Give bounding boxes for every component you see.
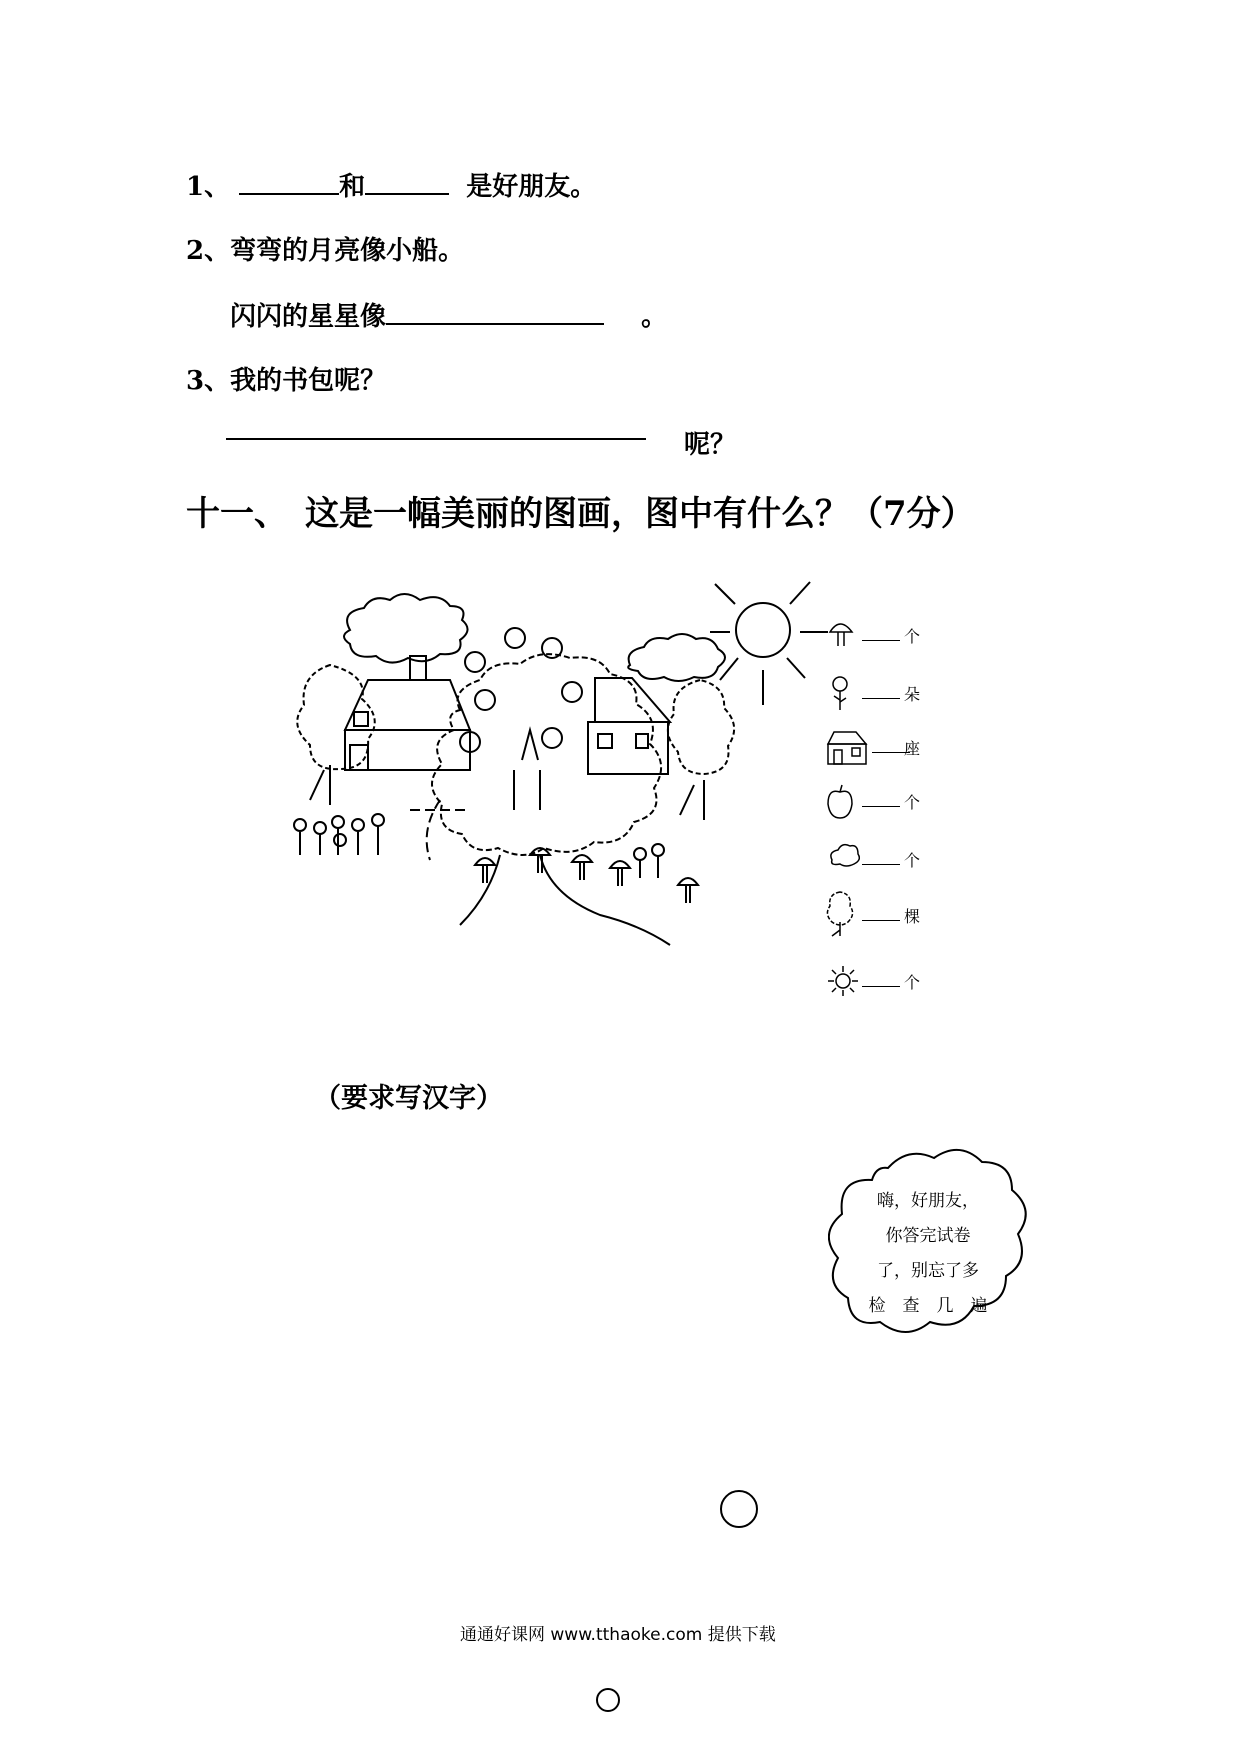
legend-unit: 个 <box>904 851 921 870</box>
bubble-line-1: 嗨，好朋友， <box>877 1191 979 1211</box>
house-icon <box>588 678 670 774</box>
legend-row-cloud <box>826 840 936 880</box>
legend-row-sun <box>826 962 936 1002</box>
legend-blank[interactable] <box>862 698 900 699</box>
apple-icon <box>460 628 582 752</box>
house-icon <box>345 656 470 770</box>
legend-blank[interactable] <box>862 640 900 641</box>
house-icon <box>826 728 870 768</box>
bubble-line-3: 了，别忘了多 <box>877 1261 979 1281</box>
legend-blank[interactable] <box>862 864 900 865</box>
question-3-ending: 呢？ <box>684 430 737 460</box>
sun-icon <box>710 582 828 705</box>
apple-icon <box>826 782 856 822</box>
tree-icon <box>668 680 734 774</box>
legend-unit: 座 <box>904 739 921 758</box>
legend-blank[interactable] <box>862 920 900 921</box>
legend-unit: 棵 <box>904 907 921 926</box>
legend-unit: 朵 <box>904 685 921 704</box>
sun-icon <box>826 962 860 1000</box>
legend-row-mushroom <box>826 616 936 656</box>
cloud-icon <box>344 594 468 663</box>
question-2-line-2 <box>230 296 667 333</box>
question-1-conjunction: 和 <box>339 172 366 202</box>
flower-icon <box>826 674 856 714</box>
question-1 <box>186 166 596 203</box>
legend-unit: 个 <box>904 793 921 812</box>
answer-blank-2[interactable] <box>386 299 604 325</box>
tree-icon <box>826 890 856 938</box>
cloud-icon <box>826 840 860 874</box>
question-3-line-1: 3、我的书包呢？ <box>186 366 387 396</box>
tree-icon <box>432 654 661 855</box>
legend-row-house <box>826 728 936 768</box>
decorative-circle <box>596 1688 620 1712</box>
legend-unit: 个 <box>904 627 921 646</box>
answer-blank-1b[interactable] <box>365 169 449 195</box>
legend-row-flower <box>826 674 936 714</box>
legend-row-tree <box>826 890 936 930</box>
question-1-ending: 是好朋友。 <box>466 172 597 202</box>
question-2-period: 。 <box>641 302 668 332</box>
mushroom-icon <box>475 848 698 903</box>
bubble-line-4: 检 查 几 遍 <box>868 1296 988 1316</box>
decorative-circle <box>720 1490 758 1528</box>
legend-unit: 个 <box>904 973 921 992</box>
tree-icon <box>297 665 374 769</box>
footer-text: 通通好课网 www.tthaoke.com 提供下载 <box>460 1625 776 1645</box>
section-11-title: 十一、 这是一幅美丽的图画，图中有什么？（7分） <box>186 494 975 534</box>
answer-blank-3[interactable] <box>226 416 646 440</box>
bubble-text <box>848 1184 1008 1324</box>
question-2-line-1: 2、弯弯的月亮像小船。 <box>186 236 465 266</box>
legend-blank[interactable] <box>862 986 900 987</box>
cloud-icon <box>628 634 725 681</box>
legend-row-apple <box>826 782 936 822</box>
section-11-note: （要求写汉字） <box>314 1083 503 1114</box>
legend-blank[interactable] <box>862 806 900 807</box>
question-1-number: 1、 <box>186 172 231 202</box>
scene-drawing <box>290 570 830 1020</box>
mushroom-icon <box>826 616 856 650</box>
answer-blank-1a[interactable] <box>239 169 339 195</box>
bubble-line-2: 你答完试卷 <box>885 1226 971 1246</box>
question-2-prompt: 闪闪的星星像 <box>230 302 387 332</box>
